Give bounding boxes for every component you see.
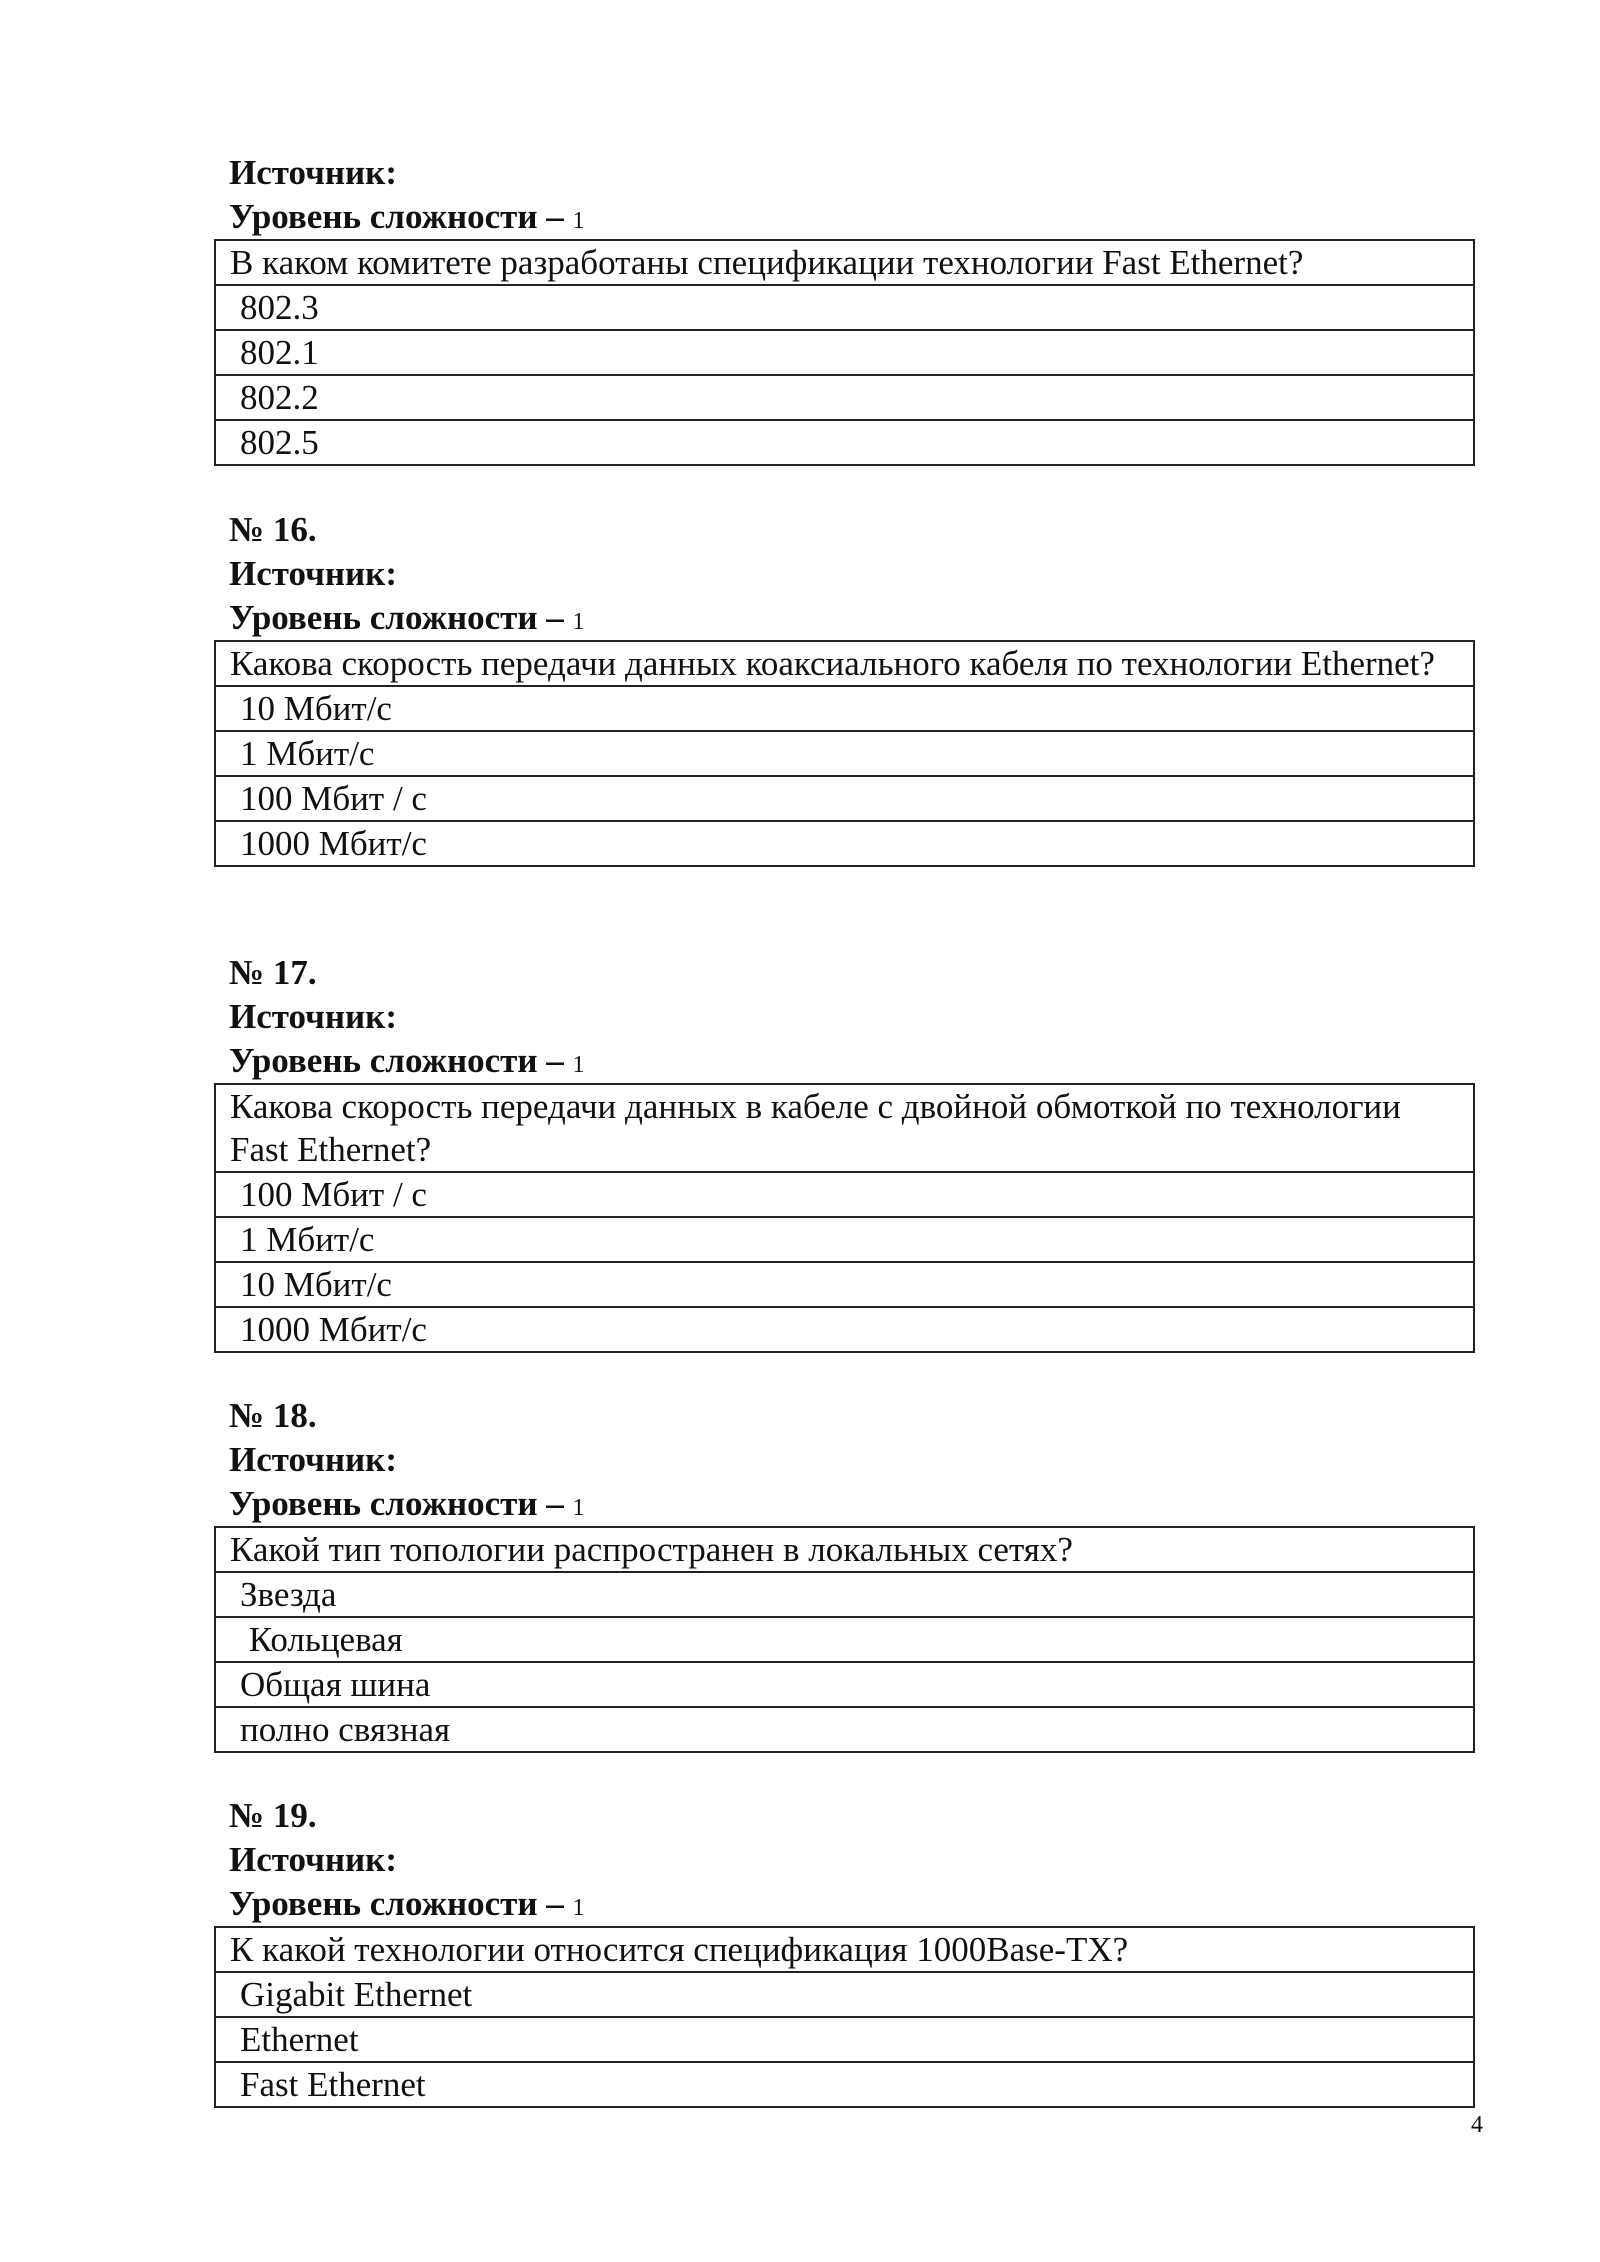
difficulty-label: Уровень сложности – 1 — [229, 1884, 585, 1923]
answer-option: 802.3 — [215, 285, 1474, 330]
source-label: Источник: — [229, 153, 397, 192]
answer-option: 100 Мбит / с — [215, 1172, 1474, 1217]
source-label: Источник: — [229, 554, 397, 593]
answer-option: Gigabit Ethernet — [215, 1972, 1474, 2017]
answer-option: Общая шина — [215, 1662, 1474, 1707]
difficulty-label: Уровень сложности – 1 — [229, 1041, 585, 1080]
answer-option: Звезда — [215, 1572, 1474, 1617]
source-label: Источник: — [229, 1840, 397, 1879]
question-text: В каком комитете разработаны спецификации технологии Fast Ethernet? — [215, 240, 1474, 285]
difficulty-label: Уровень сложности – 1 — [229, 598, 585, 637]
answer-option: 10 Мбит/с — [215, 686, 1474, 731]
answer-option: 100 Мбит / с — [215, 776, 1474, 821]
answer-option: Ethernet — [215, 2017, 1474, 2062]
page-number: 4 — [1471, 2112, 1483, 2138]
question-number: № 19. — [229, 1796, 317, 1835]
question-text: Какой тип топологии распространен в локальных сетях? — [215, 1527, 1474, 1572]
answer-option: 1 Мбит/с — [215, 1217, 1474, 1262]
answer-option: полно связная — [215, 1707, 1474, 1752]
difficulty-label: Уровень сложности – 1 — [229, 197, 585, 236]
question-table — [214, 1083, 1475, 1353]
answer-option: 1000 Мбит/с — [215, 821, 1474, 866]
answer-option: 802.5 — [215, 420, 1474, 465]
source-label: Источник: — [229, 997, 397, 1036]
answer-option: Fast Ethernet — [215, 2062, 1474, 2107]
question-text: Какова скорость передачи данных в кабеле с двойной обмоткой по технологии Fast Ethernet? — [215, 1084, 1474, 1172]
question-number: № 16. — [229, 510, 317, 549]
question-table — [214, 1926, 1475, 2108]
answer-option: 10 Мбит/с — [215, 1262, 1474, 1307]
question-table — [214, 640, 1475, 867]
answer-option: 802.2 — [215, 375, 1474, 420]
difficulty-label: Уровень сложности – 1 — [229, 1484, 585, 1523]
question-text: Какова скорость передачи данных коаксиального кабеля по технологии Ethernet? — [215, 641, 1474, 686]
answer-option: 1 Мбит/с — [215, 731, 1474, 776]
question-table — [214, 239, 1475, 466]
question-number: № 17. — [229, 953, 317, 992]
answer-option: Кольцевая — [215, 1617, 1474, 1662]
answer-option: 1000 Мбит/с — [215, 1307, 1474, 1352]
question-table — [214, 1526, 1475, 1753]
answer-option: 802.1 — [215, 330, 1474, 375]
question-number: № 18. — [229, 1396, 317, 1435]
question-text: К какой технологии относится спецификация 1000Base-TX? — [215, 1927, 1474, 1972]
source-label: Источник: — [229, 1440, 397, 1479]
